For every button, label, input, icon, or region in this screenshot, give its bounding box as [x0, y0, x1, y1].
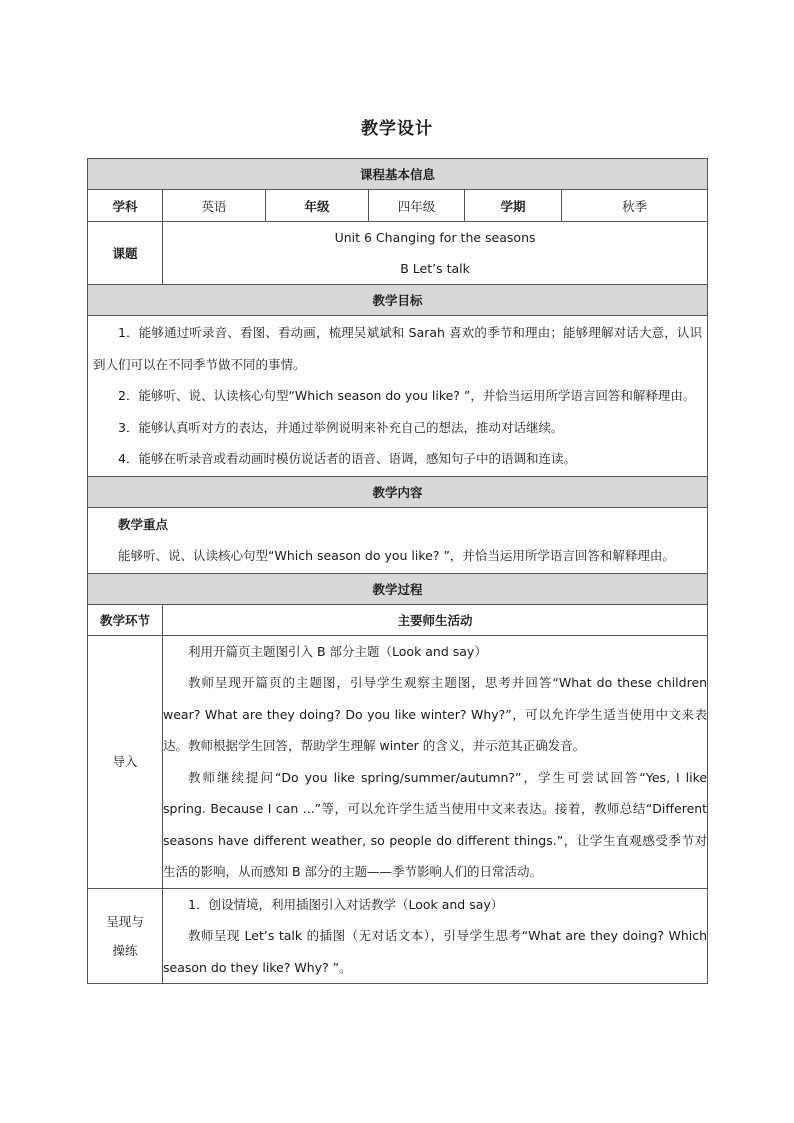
topic-line-1: Unit 6 Changing for the seasons	[334, 230, 536, 245]
document-title: 教学设计	[361, 119, 433, 139]
content-body	[88, 507, 708, 573]
lesson-plan-table	[87, 158, 708, 984]
activity-paragraph: 教师呈现 Let’s talk 的插图（无对话文本），引导学生思考“What are they doing? Which season do they like? Why? ”。	[163, 928, 708, 975]
subject-label: 学科	[88, 190, 163, 222]
topic-value	[163, 222, 708, 285]
stage-label-intro: 导入	[88, 635, 163, 888]
grade-value: 四年级	[369, 190, 465, 222]
activity-column-header: 主要师生活动	[163, 604, 708, 635]
objective-item: 4．能够在听录音或看动画时模仿说话者的语音、语调，感知句子中的语调和连读。	[118, 451, 576, 466]
stage-label-presentation	[88, 888, 163, 984]
process-header: 教学过程	[88, 573, 708, 604]
objective-item: 3．能够认真听对方的表达，并通过举例说明来补充自己的想法，推动对话继续。	[118, 419, 564, 435]
objectives-body	[88, 316, 708, 477]
topic-line-2: B Let’s talk	[400, 261, 470, 276]
stage-label-line-1: 呈现与	[106, 913, 144, 929]
key-point-text: 能够听、说、认读核心句型“Which season do you like? ”，并恰当运用所学语言回答和解释理由。	[118, 548, 675, 563]
stage-column-header: 教学环节	[88, 604, 163, 635]
term-label: 学期	[465, 190, 562, 222]
stage-presentation-activities	[163, 888, 708, 984]
activity-paragraph: 1．创设情境，利用插图引入对话教学（Look and say）	[188, 896, 504, 912]
activity-paragraph: 教师呈现开篇页的主题图，引导学生观察主题图，思考并回答“What do these children wear? What are they doing? Do you like winter? Why?”，可以允许学生适当使用中文来表达。教师根据学生回答，帮助学生理解 winter 的含义，并示范其正确发音。	[163, 675, 708, 753]
objectives-header: 教学目标	[88, 285, 708, 316]
objective-item: 1．能够通过听录音、看图、看动画，梳理吴斌斌和 Sarah 喜欢的季节和理由；能够理解对话大意，认识到人们可以在不同季节做不同的事情。	[93, 325, 703, 372]
stage-intro-activities	[163, 635, 708, 888]
stage-label-line-2: 操练	[112, 942, 138, 958]
grade-label: 年级	[266, 190, 369, 222]
objective-item: 2．能够听、说、认读核心句型“Which season do you like? ”，并恰当运用所学语言回答和解释理由。	[118, 388, 696, 403]
topic-label: 课题	[88, 222, 163, 285]
subject-value: 英语	[163, 190, 266, 222]
basic-info-header: 课程基本信息	[88, 159, 708, 190]
key-point-label: 教学重点	[118, 516, 169, 532]
activity-paragraph: 利用开篇页主题图引入 B 部分主题（Look and say）	[188, 643, 487, 659]
content-header: 教学内容	[88, 476, 708, 507]
term-value: 秋季	[562, 190, 708, 222]
activity-paragraph: 教师继续提问“Do you like spring/summer/autumn?”，学生可尝试回答“Yes, I like spring. Because I can ...”等，可以允许学生适当使用中文来表达。接着，教师总结“Different seasons have different weather, so people do different things.”，让学生直观感受季节对生活的影响，从而感知 B 部分的主题——季节影响人们的日常活动。	[163, 769, 708, 879]
